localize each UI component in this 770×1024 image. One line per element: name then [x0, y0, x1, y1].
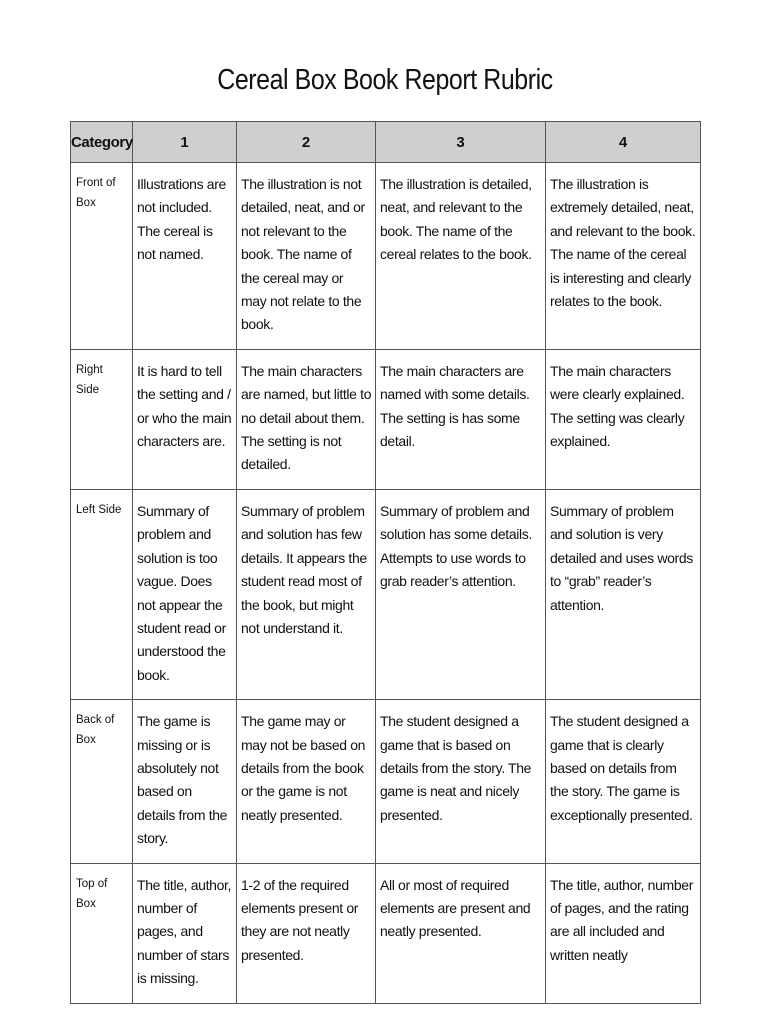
- criteria-cell-score-4: The illustration is extremely detailed, neat, and relevant to the book. The name of the cereal is interesting and clearly relates to the book.: [546, 163, 701, 350]
- criteria-cell-score-1: It is hard to tell the setting and / or who the main characters are.: [133, 349, 237, 489]
- category-cell: Left Side: [71, 489, 133, 699]
- header-category: Category: [71, 122, 133, 163]
- header-score-4: 4: [546, 122, 701, 163]
- criteria-cell-score-4: Summary of problem and solution is very detailed and uses words to “grab” reader’s attention.: [546, 489, 701, 699]
- criteria-cell-score-2: The illustration is not detailed, neat, and or not relevant to the book. The name of the cereal may or may not relate to the book.: [237, 163, 376, 350]
- criteria-cell-score-4: The title, author, number of pages, and the rating are all included and written neatly: [546, 863, 701, 1003]
- criteria-cell-score-1: The title, author, number of pages, and number of stars is missing.: [133, 863, 237, 1003]
- criteria-cell-score-2: The game may or may not be based on details from the book or the game is not neatly presented.: [237, 700, 376, 863]
- category-cell: Front of Box: [71, 163, 133, 350]
- criteria-cell-score-3: Summary of problem and solution has some details. Attempts to use words to grab reader’s attention.: [376, 489, 546, 699]
- criteria-cell-score-1: Illustrations are not included. The cereal is not named.: [133, 163, 237, 350]
- row-front-of-box: [71, 163, 701, 350]
- criteria-cell-score-3: The illustration is detailed, neat, and relevant to the book. The name of the cereal relates to the book.: [376, 163, 546, 350]
- row-right-side: [71, 349, 701, 489]
- criteria-cell-score-3: All or most of required elements are present and neatly presented.: [376, 863, 546, 1003]
- criteria-cell-score-2: The main characters are named, but little to no detail about them. The setting is not detailed.: [237, 349, 376, 489]
- criteria-cell-score-4: The student designed a game that is clearly based on details from the story. The game is exceptionally presented.: [546, 700, 701, 863]
- header-score-2: 2: [237, 122, 376, 163]
- rubric-table: [70, 121, 701, 1004]
- criteria-cell-score-4: The main characters were clearly explained. The setting was clearly explained.: [546, 349, 701, 489]
- criteria-cell-score-2: 1-2 of the required elements present or they are not neatly presented.: [237, 863, 376, 1003]
- criteria-cell-score-3: The main characters are named with some details. The setting is has some detail.: [376, 349, 546, 489]
- header-score-1: 1: [133, 122, 237, 163]
- header-row: [71, 122, 701, 163]
- criteria-cell-score-1: The game is missing or is absolutely not based on details from the story.: [133, 700, 237, 863]
- page-title: Cereal Box Book Report Rubric: [217, 64, 553, 96]
- criteria-cell-score-2: Summary of problem and solution has few details. It appears the student read most of the book, but might not understand it.: [237, 489, 376, 699]
- row-back-of-box: [71, 700, 701, 863]
- category-cell: Right Side: [71, 349, 133, 489]
- category-cell: Back of Box: [71, 700, 133, 863]
- criteria-cell-score-1: Summary of problem and solution is too vague. Does not appear the student read or understood the book.: [133, 489, 237, 699]
- criteria-cell-score-3: The student designed a game that is based on details from the story. The game is neat and nicely presented.: [376, 700, 546, 863]
- header-score-3: 3: [376, 122, 546, 163]
- row-top-of-box: [71, 863, 701, 1003]
- row-left-side: [71, 489, 701, 699]
- category-cell: Top of Box: [71, 863, 133, 1003]
